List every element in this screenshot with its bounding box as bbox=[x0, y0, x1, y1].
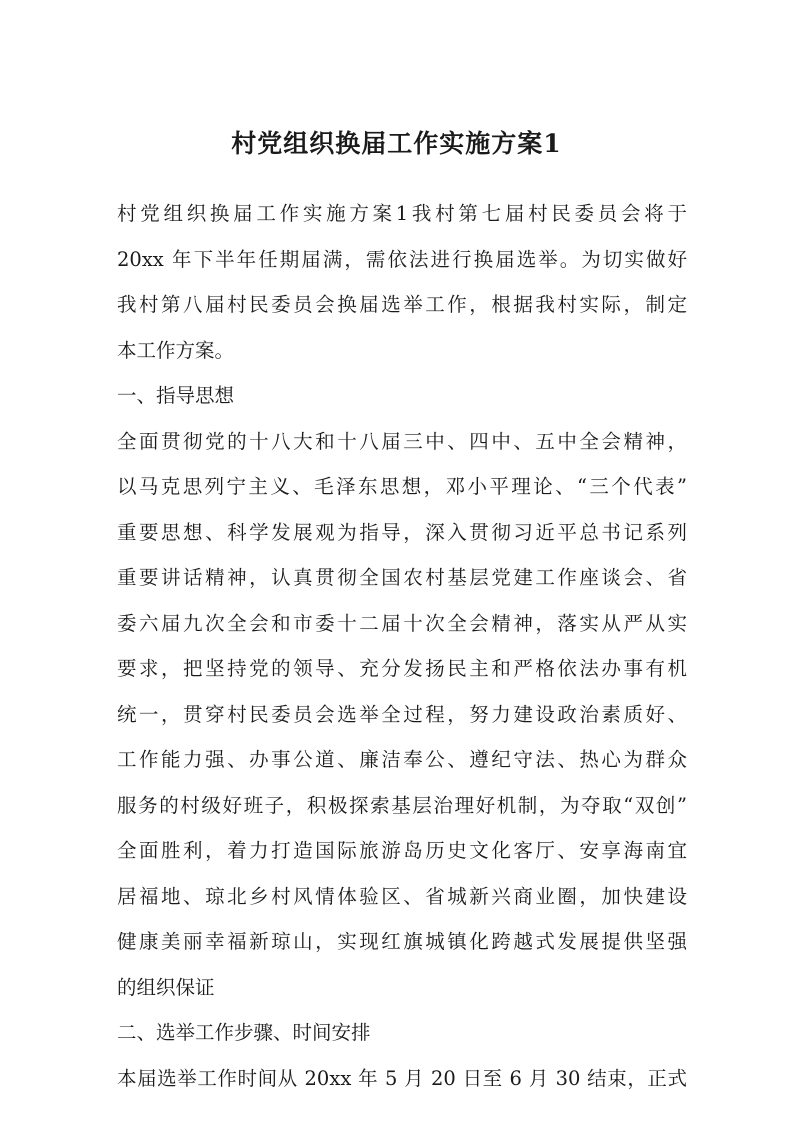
text-line: 健康美丽幸福新琼山，实现红旗城镇化跨越式发展提供坚强 bbox=[117, 930, 687, 953]
document-title: 村党组织换届工作实施方案1 bbox=[231, 129, 562, 158]
text-line: 二、选举工作步骤、时间安排 bbox=[117, 1021, 371, 1044]
text-line: 服务的村级好班子，积极探索基层治理好机制，为夺取“双创” bbox=[117, 793, 687, 817]
text-line: 20xx 年下半年任期届满，需依法进行换届选举。为切实做好 bbox=[117, 247, 687, 271]
text-line: 以马克思列宁主义、毛泽东思想，邓小平理论、“三个代表” bbox=[117, 475, 687, 498]
document-body bbox=[117, 191, 687, 1101]
text-line: 我村第八届村民委员会换届选举工作，根据我村实际，制定 bbox=[117, 293, 687, 316]
text-line: 工作能力强、办事公道、廉洁奉公、遵纪守法、热心为群众 bbox=[117, 748, 687, 771]
text-line: 要求，把坚持党的领导、充分发扬民主和严格依法办事有机 bbox=[117, 657, 687, 680]
text-line: 居福地、琼北乡村风情体验区、省城新兴商业圈，加快建设 bbox=[117, 884, 687, 908]
text-line: 的组织保证 bbox=[117, 975, 215, 999]
text-line: 全面贯彻党的十八大和十八届三中、四中、五中全会精神， bbox=[117, 429, 687, 453]
text-line: 重要讲话精神，认真贯彻全国农村基层党建工作座谈会、省 bbox=[117, 566, 687, 589]
text-line: 委六届九次全会和市委十二届十次全会精神，落实从严从实 bbox=[117, 611, 687, 635]
text-line: 本工作方案。 bbox=[117, 338, 235, 362]
text-line: 统一，贯穿村民委员会选举全过程，努力建设政治素质好、 bbox=[117, 702, 687, 726]
text-line: 村党组织换届工作实施方案1我村第七届村民委员会将于 bbox=[117, 202, 687, 225]
text-line: 本届选举工作时间从 20xx 年 5 月 20 日至 6 月 30 结束，正式 bbox=[117, 1066, 687, 1090]
text-line: 全面胜利，着力打造国际旅游岛历史文化客厅、安享海南宜 bbox=[117, 839, 687, 862]
text-line: 重要思想、科学发展观为指导，深入贯彻习近平总书记系列 bbox=[117, 520, 687, 544]
text-line: 一、指导思想 bbox=[117, 384, 235, 407]
